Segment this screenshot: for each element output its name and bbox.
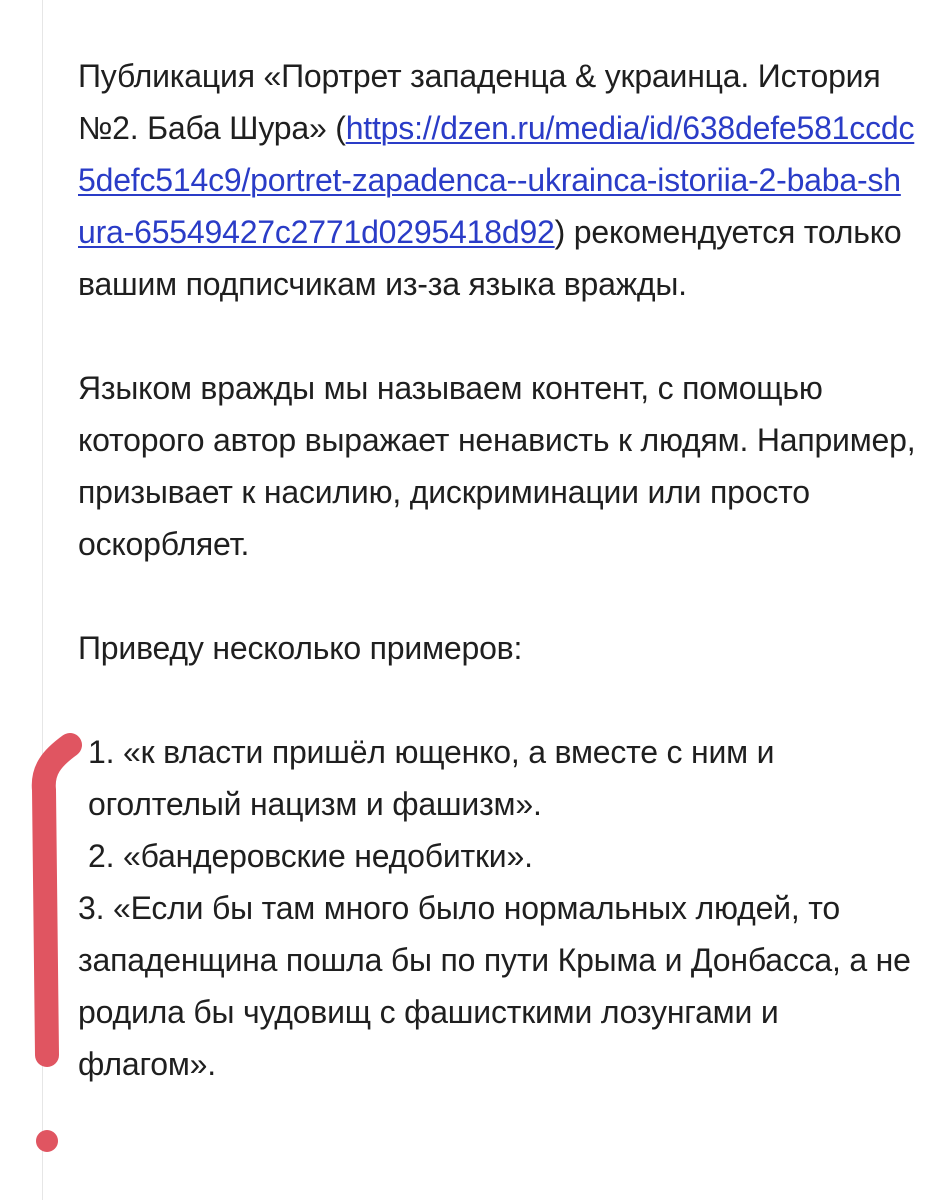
examples-list (78, 726, 918, 1090)
list-item: 1. «к власти пришёл ющенко, а вместе с ним и оголтелый нацизм и фашизм». (88, 734, 775, 822)
list-item: 3. «Если бы там много было нормальных людей, то западенщина пошла бы по пути Крыма и Донбасса, а не родила бы чудовищ с фашисткими лозунгами и флагом». (78, 890, 911, 1082)
intro-text: Публикация «Портрет западенца & украинца. История №2. Баба Шура» ( (78, 58, 881, 146)
article-link[interactable]: https://dzen.ru/media/id/638defe581ccdc5defc514c9/portret-zapadenca--ukrainca-istoriia-2-baba-shura-65549427c2771d0295418d92 (78, 110, 915, 250)
highlight-stroke (44, 745, 70, 1055)
examples-intro: Приведу несколько примеров: (78, 630, 523, 666)
intro-text-continued: ) рекомендуется только вашим подписчикам из-за языка вражды. (78, 214, 902, 302)
left-margin-rule (42, 0, 43, 1200)
definition-paragraph: Языком вражды мы называем контент, с помощью которого автор выражает ненависть к людям. Например, призывает к насилию, дискриминации или просто оскорбляет. (78, 370, 916, 562)
highlight-dot (36, 1130, 58, 1152)
intro-paragraph (78, 50, 918, 310)
message-body (78, 50, 918, 1090)
list-item: 2. «бандеровские недобитки». (88, 838, 533, 874)
